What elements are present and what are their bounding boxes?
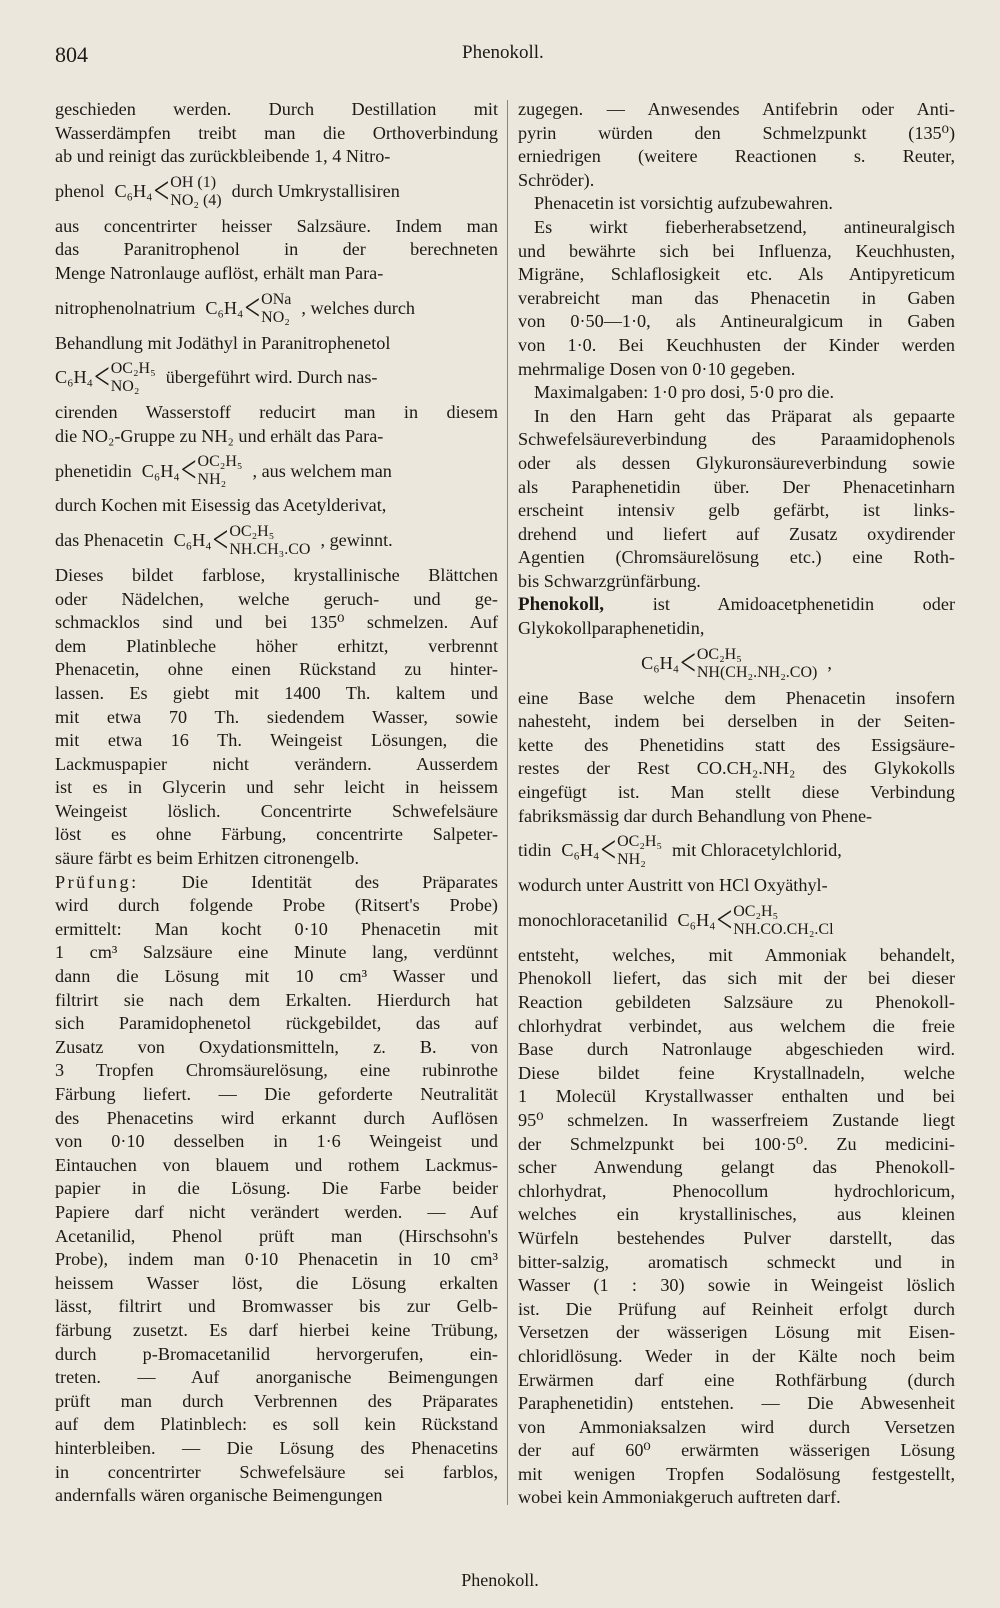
formula-trail: übergeführt wird. Durch nas- [165,367,378,388]
formula-trail: durch Umkrystallisiren [231,180,400,201]
text-line: treten. — Auf anorganische Beimengungen [55,1367,498,1388]
text-line: Erwärmen darf eine Rothfärbung (durch [518,1369,955,1390]
formula-lead: phenol [55,180,105,201]
chemical-formula [55,288,498,330]
text-line: erscheint intensiv gelb gefärbt, ist links- [518,500,955,521]
text-line: wodurch unter Austritt von HCl Oxyäthyl- [518,875,828,896]
formula-bottom: NH₂ [617,851,646,869]
line-text: Die Identität des Präparates [181,871,498,892]
text-line: durch Kochen mit Eisessig das Acetylderivat, [55,495,387,516]
formula-top: OH (1) [170,173,217,191]
formula-bottom: NH(CH₂.NH₂.CO) [696,663,818,681]
formula-bottom: NO₂ [261,308,290,326]
text-line: eingefügt ist. Man stellt diese Verbindung [518,782,955,803]
text-line: ist es in Glycerin und sehr leicht in heissem [55,777,498,798]
catchword: Phenokoll. [461,1570,539,1590]
text-line: restes der Rest CO.CH₂.NH₂ des Glykokolls [518,758,955,779]
formula-lead: das Phenacetin [55,530,164,551]
section-heading: Phenokoll, [518,594,605,616]
right-column [518,98,955,1510]
text-block [55,215,498,286]
line-text: ist Amidoacetphenetidin oder [652,594,955,615]
formula-top: OC₂H₅ [696,645,742,663]
bracket-glyph: < [600,829,617,872]
formula-expression [641,642,818,684]
text-line: mit etwa 16 Th. Weingeist Lösungen, die [55,730,498,751]
chemical-formula [518,900,955,942]
formula-top: OC₂H₅ [617,833,663,851]
text-line: von 0·50—1·0, als Antineuralgicum in Gaben [518,311,955,332]
text-line: in concentrirter Schwefelsäure sei farblos, [55,1461,498,1482]
text-line: säure färbt es beim Erhitzen citronengelb. [55,848,360,869]
bracket-glyph: < [153,170,170,213]
text-line: Es wirkt fieberherabsetzend, antineuralgisch [534,216,955,237]
text-line: dann die Lösung mit 10 cm³ Wasser und [55,966,498,987]
text-line: geschieden werden. Durch Destillation mit [55,99,498,119]
formula-expression [55,356,156,399]
formula-trail: mit Chloracetylchlorid, [672,840,842,861]
text-line: Wasserdämpfen treibt man die Orthoverbindung [55,122,498,143]
text-line: Phenacetin ist vorsichtig aufzubewahren. [534,193,833,214]
text-line: Schröder). [518,169,595,190]
text-line [55,871,498,895]
running-title: Phenokoll. [462,42,544,63]
text-line: Zusatz von Oxydationsmitteln, z. B. von [55,1036,498,1057]
text-line [518,593,955,617]
text-line: verabreicht man das Phenacetin in Gaben [518,287,955,308]
formula-expression [561,829,663,872]
text-line: andernfalls wären organische Beimengungen [55,1485,383,1506]
formula-top: OC₂H₅ [110,360,156,378]
text-line: Migräne, Schlaflosigkeit etc. Als Antipyreticum [518,264,955,285]
text-line: hinterbleiben. — Die Lösung des Phenacetins [55,1437,498,1458]
text-block [518,687,955,829]
formula-base: C₆H₄ [205,297,244,318]
text-line: Phenacetin, ohne einen Rückstand zu hinter- [55,659,498,680]
bracket-glyph: < [180,449,197,492]
chemical-formula [518,830,955,872]
chemical-formula [55,520,498,562]
text-line: von Ammoniaksalzen wird durch Versetzen [518,1416,955,1437]
text-line: wird durch folgende Probe (Ritsert's Probe) [55,895,498,916]
text-line: prüft man durch Verbrennen des Präparates [55,1390,498,1411]
text-line: Paraphenetidin) entstehen. — Die Abwesenheit [518,1393,955,1414]
text-line: zugegen. — Anwesendes Antifebrin oder Anti- [518,99,955,119]
formula-lead: phenetidin [55,460,132,481]
text-line: aus concentrirter heisser Salzsäure. Indem man [55,215,498,236]
text-line: Reaction gebildeten Salzsäure zu Phenokoll- [518,992,955,1012]
text-line: chlorhydrat, Phenocollum hydrochloricum, [518,1180,955,1201]
text-block [55,894,498,1507]
text-line: welches ein krystallinisches, aus kleinen [518,1204,955,1225]
text-line: das Paranitrophenol in der berechneten [55,239,498,260]
formula-top: OC₂H₅ [197,453,243,471]
text-line: der auf 60⁰ erwärmten wässerigen Lösung [518,1440,955,1461]
text-line: sich Paramidophenetol rückgebildet, das auf [55,1013,498,1034]
text-line: Base durch Natronlauge abgeschieden wird. [518,1039,955,1060]
text-line: des Phenacetins wird erkannt durch Auflösen [55,1107,498,1128]
formula-top: OC₂H₅ [229,522,275,540]
text-line: drehend und liefert auf Zusatz oxydirender [518,523,955,544]
formula-top: OC₂H₅ [733,902,779,920]
formula-lead: monochloracetanilid [518,910,668,931]
text-line: durch p-Bromacetanilid hervorgerufen, ein- [55,1343,498,1364]
text-line: kette des Phenetidins statt des Essigsäure- [518,734,955,755]
page-number: 804 [55,42,88,67]
text-line: als Paraphenetidin über. Der Phenacetinharn [518,476,955,497]
formula-base: C₆H₄ [173,530,212,551]
formula-expression [205,286,292,329]
section-label: Prüfung: [55,871,139,892]
text-line: filtrirt sie nach dem Erkalten. Hierdurch hat [55,989,498,1010]
text-line: Lackmuspapier nicht verändern. Ausserdem [55,753,498,774]
text-line: Probe), indem man 0·10 Phenacetin in 10 cm³ [55,1249,498,1270]
formula-trail: , welches durch [301,297,416,318]
text-block [55,332,498,356]
text-line: ermittelt: Man kocht 0·10 Phenacetin mit [55,918,498,939]
text-line: wobei kein Ammoniakgeruch auftreten darf. [518,1487,841,1508]
bracket-glyph: < [716,899,733,942]
formula-base: C₆H₄ [561,840,600,861]
text-line: Acetanilid, Phenol prüft man (Hirschsohn's [55,1225,498,1246]
text-line: dem Platinbleche höher erhitzt, verbrennt [55,635,498,656]
chemical-formula [55,171,498,213]
text-line: Menge Natronlauge auflöst, erhält man Para- [55,262,384,283]
text-block [55,494,498,518]
text-line: mehrmalige Dosen von 0·10 gegeben. [518,358,796,379]
text-line: der Schmelzpunkt bei 100·5⁰. Zu medicini- [518,1133,955,1154]
formula-lead: tidin [518,840,552,861]
column-divider [507,100,508,1505]
formula-bottom: NH₂ [197,471,227,489]
text-line: löst es ohne Färbung, concentrirte Salpeter- [55,824,498,845]
formula-base: C₆H₄ [641,652,680,673]
text-line: lassen. Es giebt mit 1400 Th. kaltem und [55,682,498,703]
text-line: Behandlung mit Jodäthyl in Paranitrophenetol [55,332,391,353]
text-line: färbung zusetzt. Es darf hierbei keine Trübung, [55,1319,498,1340]
text-line: schmacklos sind und bei 135⁰ schmelzen. Auf [55,612,498,633]
formula-bottom: NO₂ (4) [170,191,222,209]
text-line: nahesteht, indem bei derselben in der Seiten- [518,711,955,732]
text-line: Versetzen der wässerigen Lösung mit Eisen- [518,1322,955,1343]
text-line: oder Nädelchen, welche geruch- und ge- [55,588,498,609]
formula-top: ONa [261,290,292,308]
text-block [518,944,955,1510]
text-line: bitter-salzig, aromatisch schmeckt und in [518,1251,955,1272]
formula-base: C₆H₄ [55,367,93,388]
text-line: entsteht, welches, mit Ammoniak behandelt, [518,944,955,965]
text-line: Eintauchen von blauem und rothem Lackmus- [55,1154,498,1175]
text-line: Färbung liefert. — Die geforderte Neutralität [55,1084,498,1104]
text-line: auf dem Platinblech: es soll kein Rückstand [55,1414,498,1435]
formula-lead: nitrophenolnatrium [55,297,196,318]
formula-base: C₆H₄ [677,910,716,931]
bracket-glyph: < [212,519,229,562]
text-line: heissem Wasser löst, die Lösung erkalten [55,1272,498,1293]
left-column [55,98,498,1508]
text-line: fabriksmässig dar durch Behandlung von Phene- [518,805,873,826]
formula-base: C₆H₄ [141,460,180,481]
text-line: und bewährte sich bei Influenza, Keuchhusten, [518,240,955,261]
formula-trail: , gewinnt. [320,530,393,551]
chemical-formula [55,357,498,399]
text-line: papier in die Lösung. Die Farbe beider [55,1178,498,1199]
text-line: Maximalgaben: 1·0 pro dosi, 5·0 pro die. [534,382,835,403]
text-line: Glykokollparaphenetidin, [518,618,705,639]
text-block [518,874,955,898]
formula-bottom: NH.CO.CH₂.Cl [733,920,834,938]
text-line: Diese bildet feine Krystallnadeln, welche [518,1062,955,1083]
formula-expression [141,449,243,492]
text-line: pyrin würden den Schmelzpunkt (135⁰) [518,122,955,143]
text-line: 3 Tropfen Chromsäurelösung, eine rubinrothe [55,1060,498,1081]
text-line: cirenden Wasserstoff reducirt man in diesem [55,402,498,423]
text-line: eine Base welche dem Phenacetin insofern [518,687,955,708]
text-line: Papiere darf nicht verändert werden. — Auf [55,1201,498,1222]
text-block [518,98,955,593]
text-line: Würfeln bestehendes Pulver darstellt, das [518,1227,955,1248]
text-line: mit wenigen Tropfen Sodalösung festgestellt, [518,1463,955,1484]
text-line: 95⁰ schmelzen. In wasserfreiem Zustande liegt [518,1109,955,1130]
text-block [518,617,955,641]
text-line: ist. Die Prüfung auf Reinheit erfolgt durch [518,1298,955,1319]
text-line: bis Schwarzgrünfärbung. [518,570,701,591]
chemical-formula [518,643,955,685]
text-line: von 0·10 desselben in 1·6 Weingeist und [55,1131,498,1152]
text-line: chloridlösung. Weder in der Kälte noch beim [518,1345,955,1366]
bracket-glyph: < [93,356,110,399]
bracket-glyph: < [244,286,261,329]
text-line: Wasser (1 : 30) sowie in Weingeist löslich [518,1275,955,1296]
text-block [55,401,498,448]
formula-trail: , [827,652,832,673]
formula-bottom: NH.CH₃.CO [229,540,311,558]
text-line: Weingeist löslich. Concentrirte Schwefelsäure [55,800,498,821]
text-line: von 1·0. Bei Keuchhusten der Kinder werden [518,334,955,355]
bracket-glyph: < [680,642,696,684]
formula-base: C₆H₄ [114,180,153,201]
text-block [55,564,498,871]
formula-expression [114,170,222,213]
text-line: die NO₂-Gruppe zu NH₂ und erhält das Para- [55,425,384,446]
formula-expression [173,519,311,562]
text-line: 1 cm³ Salzsäure eine Minute lang, verdünnt [55,942,498,963]
text-line: 1 Molecül Krystallwasser enthalten und bei [518,1086,955,1107]
text-line: chlorhydrat verbindet, aus welchem die freie [518,1015,955,1036]
formula-bottom: NO₂ [110,378,140,396]
text-line: Schwefelsäureverbindung des Paraamidophenols [518,429,955,450]
formula-trail: , aus welchem man [252,460,392,481]
text-block [55,98,498,169]
text-line: lässt, filtrirt und Bromwasser bis zur Gelb- [55,1296,498,1317]
text-line: Dieses bildet farblose, krystallinische Blättchen [55,564,498,585]
text-line: oder als dessen Glykuronsäureverbindung sowie [518,452,955,473]
chemical-formula [55,450,498,492]
formula-expression [677,899,834,942]
text-line: mit etwa 70 Th. siedendem Wasser, sowie [55,706,498,727]
text-line: In den Harn geht das Präparat als gepaarte [534,405,955,426]
text-line: ab und reinigt das zurückbleibende 1, 4 Nitro- [55,146,391,167]
text-line: erniedrigen (weitere Reactionen s. Reuter, [518,146,955,167]
text-line: scher Anwendung gelangt das Phenokoll- [518,1157,955,1178]
text-line: Agentien (Chromsäurelösung etc.) eine Roth- [518,547,955,568]
text-line: Phenokoll liefert, das sich mit der bei dieser [518,968,955,989]
